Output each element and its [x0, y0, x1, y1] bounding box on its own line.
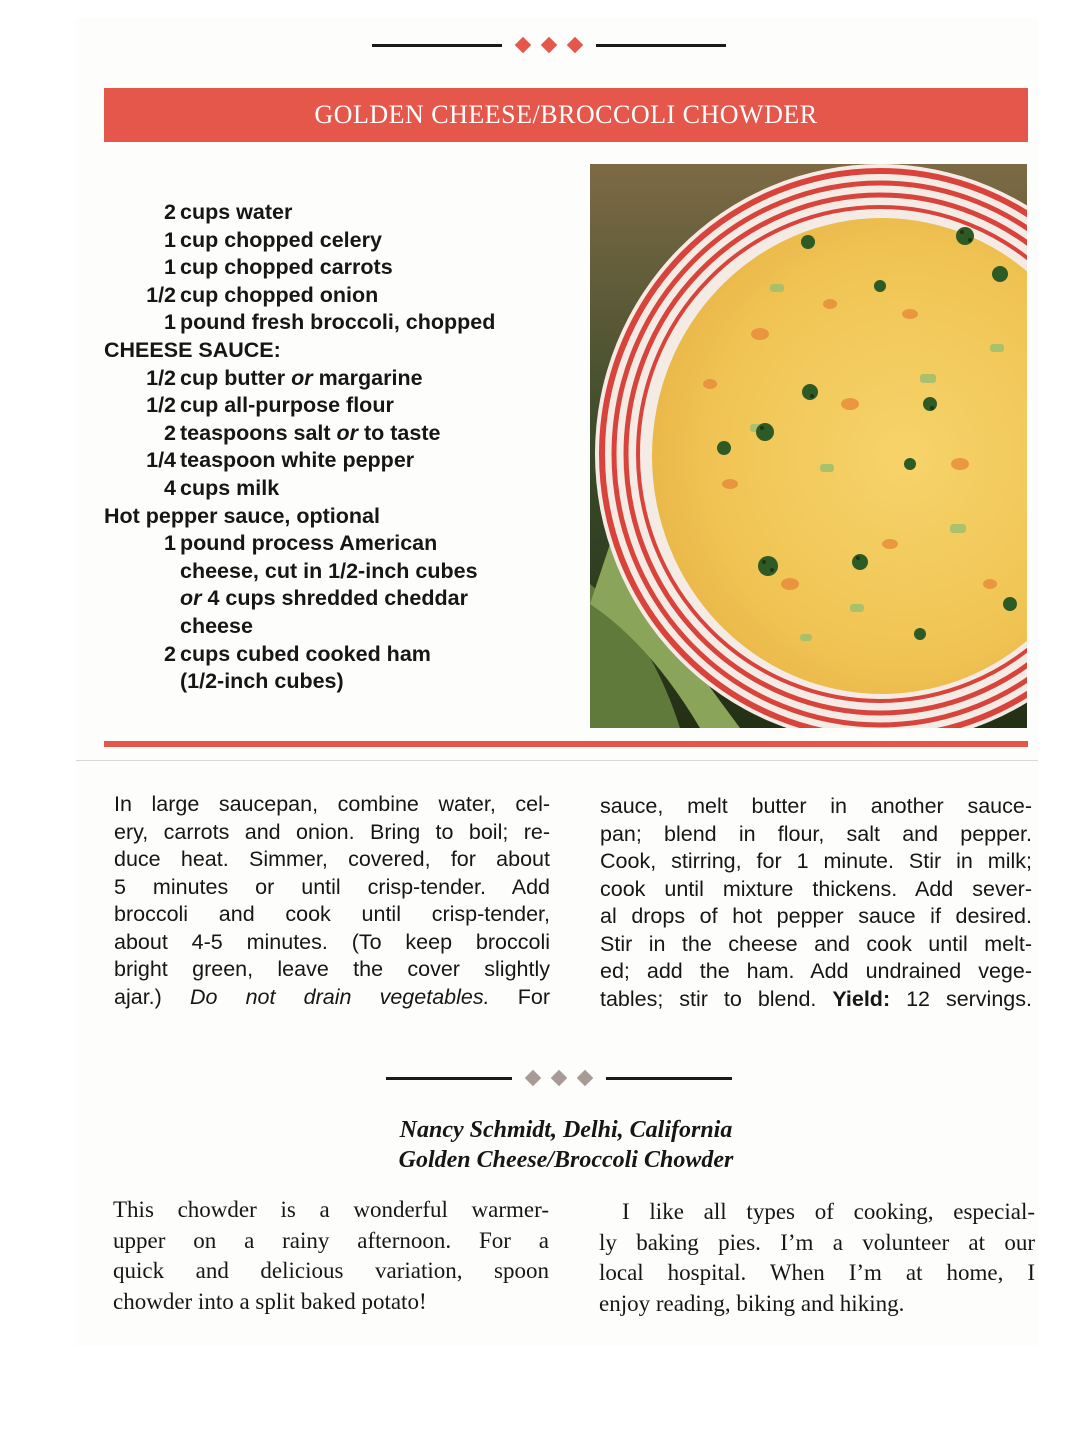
directions-line: bright green, leave the cover slightly: [114, 957, 550, 981]
diamond-icon: [578, 1071, 592, 1085]
ornament-rule: [596, 44, 726, 47]
diamond-icon: [542, 38, 556, 52]
directions-line: Cook, stirring, for 1 minute. Stir in milk;: [600, 849, 1032, 873]
diamond-icon: [516, 38, 530, 52]
bottom-ornament: [386, 1071, 732, 1085]
ingredient-line: 1/2 cup butter or margarine: [146, 365, 423, 390]
story-line: local hospital. When I’m at home, I: [599, 1260, 1035, 1285]
diamond-icon: [526, 1071, 540, 1085]
ingredient-list: [104, 199, 574, 696]
story-right-column: [599, 1197, 1035, 1319]
chowder-photo: [590, 164, 1027, 728]
ingredient-line: 1/2 cup chopped onion: [146, 282, 379, 307]
ingredient-line: 2 cups cubed cooked ham: [164, 641, 431, 666]
story-line: quick and delicious variation, spoon: [113, 1258, 549, 1283]
ingredient-line: 1 cup chopped celery: [164, 227, 382, 252]
story-line: ly baking pies. I’m a volunteer at our: [599, 1229, 1035, 1255]
section-divider: [104, 741, 1028, 747]
ornament-rule: [372, 44, 502, 47]
ingredient-line: 2 cups water: [164, 200, 293, 224]
ornament-rule: [606, 1077, 732, 1080]
recipe-title: GOLDEN CHEESE/BROCCOLI CHOWDER: [314, 100, 818, 129]
directions-line: ery, carrots and onion. Bring to boil; re-: [114, 819, 550, 844]
story-left-column: [113, 1195, 549, 1317]
directions-line: ed; add the ham. Add undrained vege-: [600, 959, 1032, 983]
ingredient-line: 1 pound fresh broccoli, chopped: [164, 310, 496, 335]
directions-line: ajar.) Do not drain vegetables. For: [114, 984, 550, 1009]
optional-line: Hot pepper sauce, optional: [104, 503, 380, 528]
directions-line: duce heat. Simmer, covered, for about: [114, 847, 550, 871]
ingredient-line: 1/2 cup all-purpose flour: [146, 393, 394, 418]
directions-line: Stir in the cheese and cook until melt-: [600, 931, 1032, 956]
directions-left-column: [114, 791, 550, 1011]
ingredient-line: 2 teaspoons salt or to taste: [164, 420, 441, 445]
directions-line: about 4-5 minutes. (To keep broccoli: [114, 929, 550, 954]
ingredient-line: 1 pound process American: [164, 531, 438, 556]
chowder-bowl-image: [590, 164, 1027, 728]
story-line: enjoy reading, biking and hiking.: [599, 1290, 905, 1316]
story-line: upper on a rainy afternoon. For a: [113, 1227, 549, 1253]
title-banner: [104, 88, 1028, 142]
top-ornament: [372, 38, 726, 52]
diamond-icon: [568, 38, 582, 52]
directions-line: tables; stir to blend. Yield: 12 servings.: [600, 986, 1032, 1011]
directions-right-column: [600, 793, 1032, 1013]
ingredient-continuation: (1/2-inch cubes): [180, 669, 344, 694]
diamond-icon: [552, 1071, 566, 1085]
recipe-name-line: Golden Cheese/Broccoli Chowder: [398, 1147, 734, 1173]
sauce-heading: CHEESE SAUCE:: [104, 337, 281, 362]
diamond-cluster: [526, 1071, 592, 1085]
ingredient-line: 4 cups milk: [164, 475, 280, 500]
directions-line: 5 minutes or until crisp-tender. Add: [114, 874, 550, 899]
directions-line: cook until mixture thickens. Add sever-: [600, 876, 1032, 901]
byline: [104, 1115, 1028, 1175]
directions-line: al drops of hot pepper sauce if desired.: [600, 904, 1032, 928]
directions-line: In large saucepan, combine water, cel-: [114, 792, 550, 816]
story-line: This chowder is a wonderful warmer-: [113, 1197, 549, 1222]
ingredient-continuation: cheese, cut in 1/2-inch cubes: [180, 558, 478, 583]
ingredient-line: 1 cup chopped carrots: [164, 255, 393, 280]
author-line: Nancy Schmidt, Delhi, California: [399, 1117, 733, 1143]
ornament-rule: [386, 1077, 512, 1080]
directions-line: broccoli and cook until crisp-tender,: [114, 902, 550, 926]
directions-line: sauce, melt butter in another sauce-: [600, 794, 1032, 818]
directions-line: pan; blend in flour, salt and pepper.: [600, 821, 1032, 846]
story-line: chowder into a split baked potato!: [113, 1288, 427, 1314]
ingredient-line: 1/4 teaspoon white pepper: [146, 448, 415, 473]
diamond-cluster: [516, 38, 582, 52]
ingredient-continuation: cheese: [180, 613, 253, 638]
ingredient-continuation: or 4 cups shredded cheddar: [180, 586, 468, 611]
story-line: I like all types of cooking, especial-: [599, 1199, 1035, 1224]
